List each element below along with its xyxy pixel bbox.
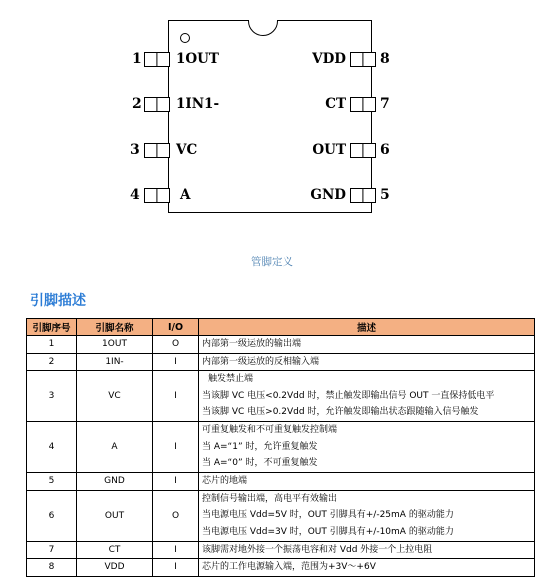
cell-description [199,473,535,491]
pin-4-lead [144,188,170,203]
pin-name-4: A [180,187,191,203]
pin-name-2: 1IN1- [176,96,220,112]
pin-number-1: 1 [132,51,142,67]
cell-pin-name: 1OUT [77,336,153,354]
header-description: 描述 [199,319,535,336]
pin-number-5: 5 [380,187,390,203]
description-line: 该脚需对地外接一个振荡电容和对 Vdd 外接一个上拉电阻 [202,544,433,555]
cell-description [199,559,535,577]
description-line: 控制信号输出端，高电平有效输出 [202,493,338,504]
description-line: 当 A=“1” 时，允许重复触发 [202,441,318,452]
pin-name-1: 1OUT [176,51,219,67]
table-row [27,371,535,422]
ic-package-body [168,20,372,213]
cell-io: I [153,541,199,559]
cell-pin-number: 3 [27,371,77,422]
cell-description [199,336,535,354]
cell-pin-name: VDD [77,559,153,577]
table-row [27,559,535,577]
pin-name-3: VC [176,142,198,158]
cell-pin-name: CT [77,541,153,559]
cell-pin-number: 6 [27,490,77,541]
cell-io: O [153,490,199,541]
pin-2-lead [144,97,170,112]
cell-io: I [153,559,199,577]
cell-io: I [153,353,199,371]
table-row [27,490,535,541]
cell-pin-name: VC [77,371,153,422]
table-row [27,336,535,354]
cell-description [199,541,535,559]
description-line: 芯片的工作电源输入端，范围为+3V～+6V [202,562,376,572]
table-row [27,541,535,559]
pin1-marker-dot [180,33,190,43]
cell-io: I [153,473,199,491]
pin-name-6: OUT [312,142,346,158]
description-line: 当 A=“0” 时，不可重复触发 [202,458,318,469]
pin-1-lead [144,52,170,67]
cell-pin-name: GND [77,473,153,491]
pin-number-8: 8 [380,51,390,67]
description-line: 芯片的地端 [202,476,248,486]
description-line: 当该脚 VC 电压<0.2Vdd 时，禁止触发即输出信号 OUT 一直保持低电平 [202,390,495,401]
pin-number-3: 3 [130,142,140,158]
cell-pin-number: 5 [27,473,77,491]
description-line: 内部第一级运放的输出端 [202,339,302,349]
pin-8-lead [350,52,376,67]
cell-description [199,490,535,541]
section-title: 引脚描述 [30,293,86,309]
description-line: 可重复触发和不可重复触发控制端 [202,425,338,436]
cell-pin-name: 1IN- [77,353,153,371]
table-row [27,473,535,491]
cell-pin-name: OUT [77,490,153,541]
pin-name-5: GND [310,187,346,203]
cell-pin-number: 2 [27,353,77,371]
pin-number-7: 7 [380,96,390,112]
cell-io: I [153,371,199,422]
table-row [27,353,535,371]
pin-number-2: 2 [132,96,142,112]
cell-description [199,422,535,473]
cell-pin-number: 4 [27,422,77,473]
header-pin-name: 引脚名称 [77,319,153,336]
table-header-row [27,319,535,336]
cell-io: O [153,336,199,354]
cell-pin-number: 7 [27,541,77,559]
pin-6-lead [350,143,376,158]
package-notch [248,6,278,36]
description-line: 内部第一级运放的反相输入端 [202,356,320,367]
pin-number-4: 4 [130,187,140,203]
description-line: 当电源电压 Vdd=5V 时，OUT 引脚具有+/-25mA 的驱动能力 [202,510,454,521]
header-pin-number: 引脚序号 [27,319,77,336]
cell-description [199,353,535,371]
pin-7-lead [350,97,376,112]
cell-io: I [153,422,199,473]
cell-pin-number: 1 [27,336,77,354]
pin-3-lead [144,143,170,158]
cell-pin-number: 8 [27,559,77,577]
pin-name-7: CT [325,96,346,112]
cell-pin-name: A [77,422,153,473]
pin-5-lead [350,188,376,203]
pin-description-table [26,318,535,577]
description-line: 触发禁止端 [208,374,254,385]
header-io: I/O [153,319,199,336]
table-row [27,422,535,473]
cell-description [199,371,535,422]
description-line: 当电源电压 Vdd=3V 时，OUT 引脚具有+/-10mA 的驱动能力 [202,526,454,537]
pin-name-8: VDD [312,51,346,67]
description-line: 当该脚 VC 电压>0.2Vdd 时，允许触发即输出状态跟随输入信号触发 [202,407,479,418]
pin-number-6: 6 [380,142,390,158]
diagram-caption: 管脚定义 [251,256,293,268]
